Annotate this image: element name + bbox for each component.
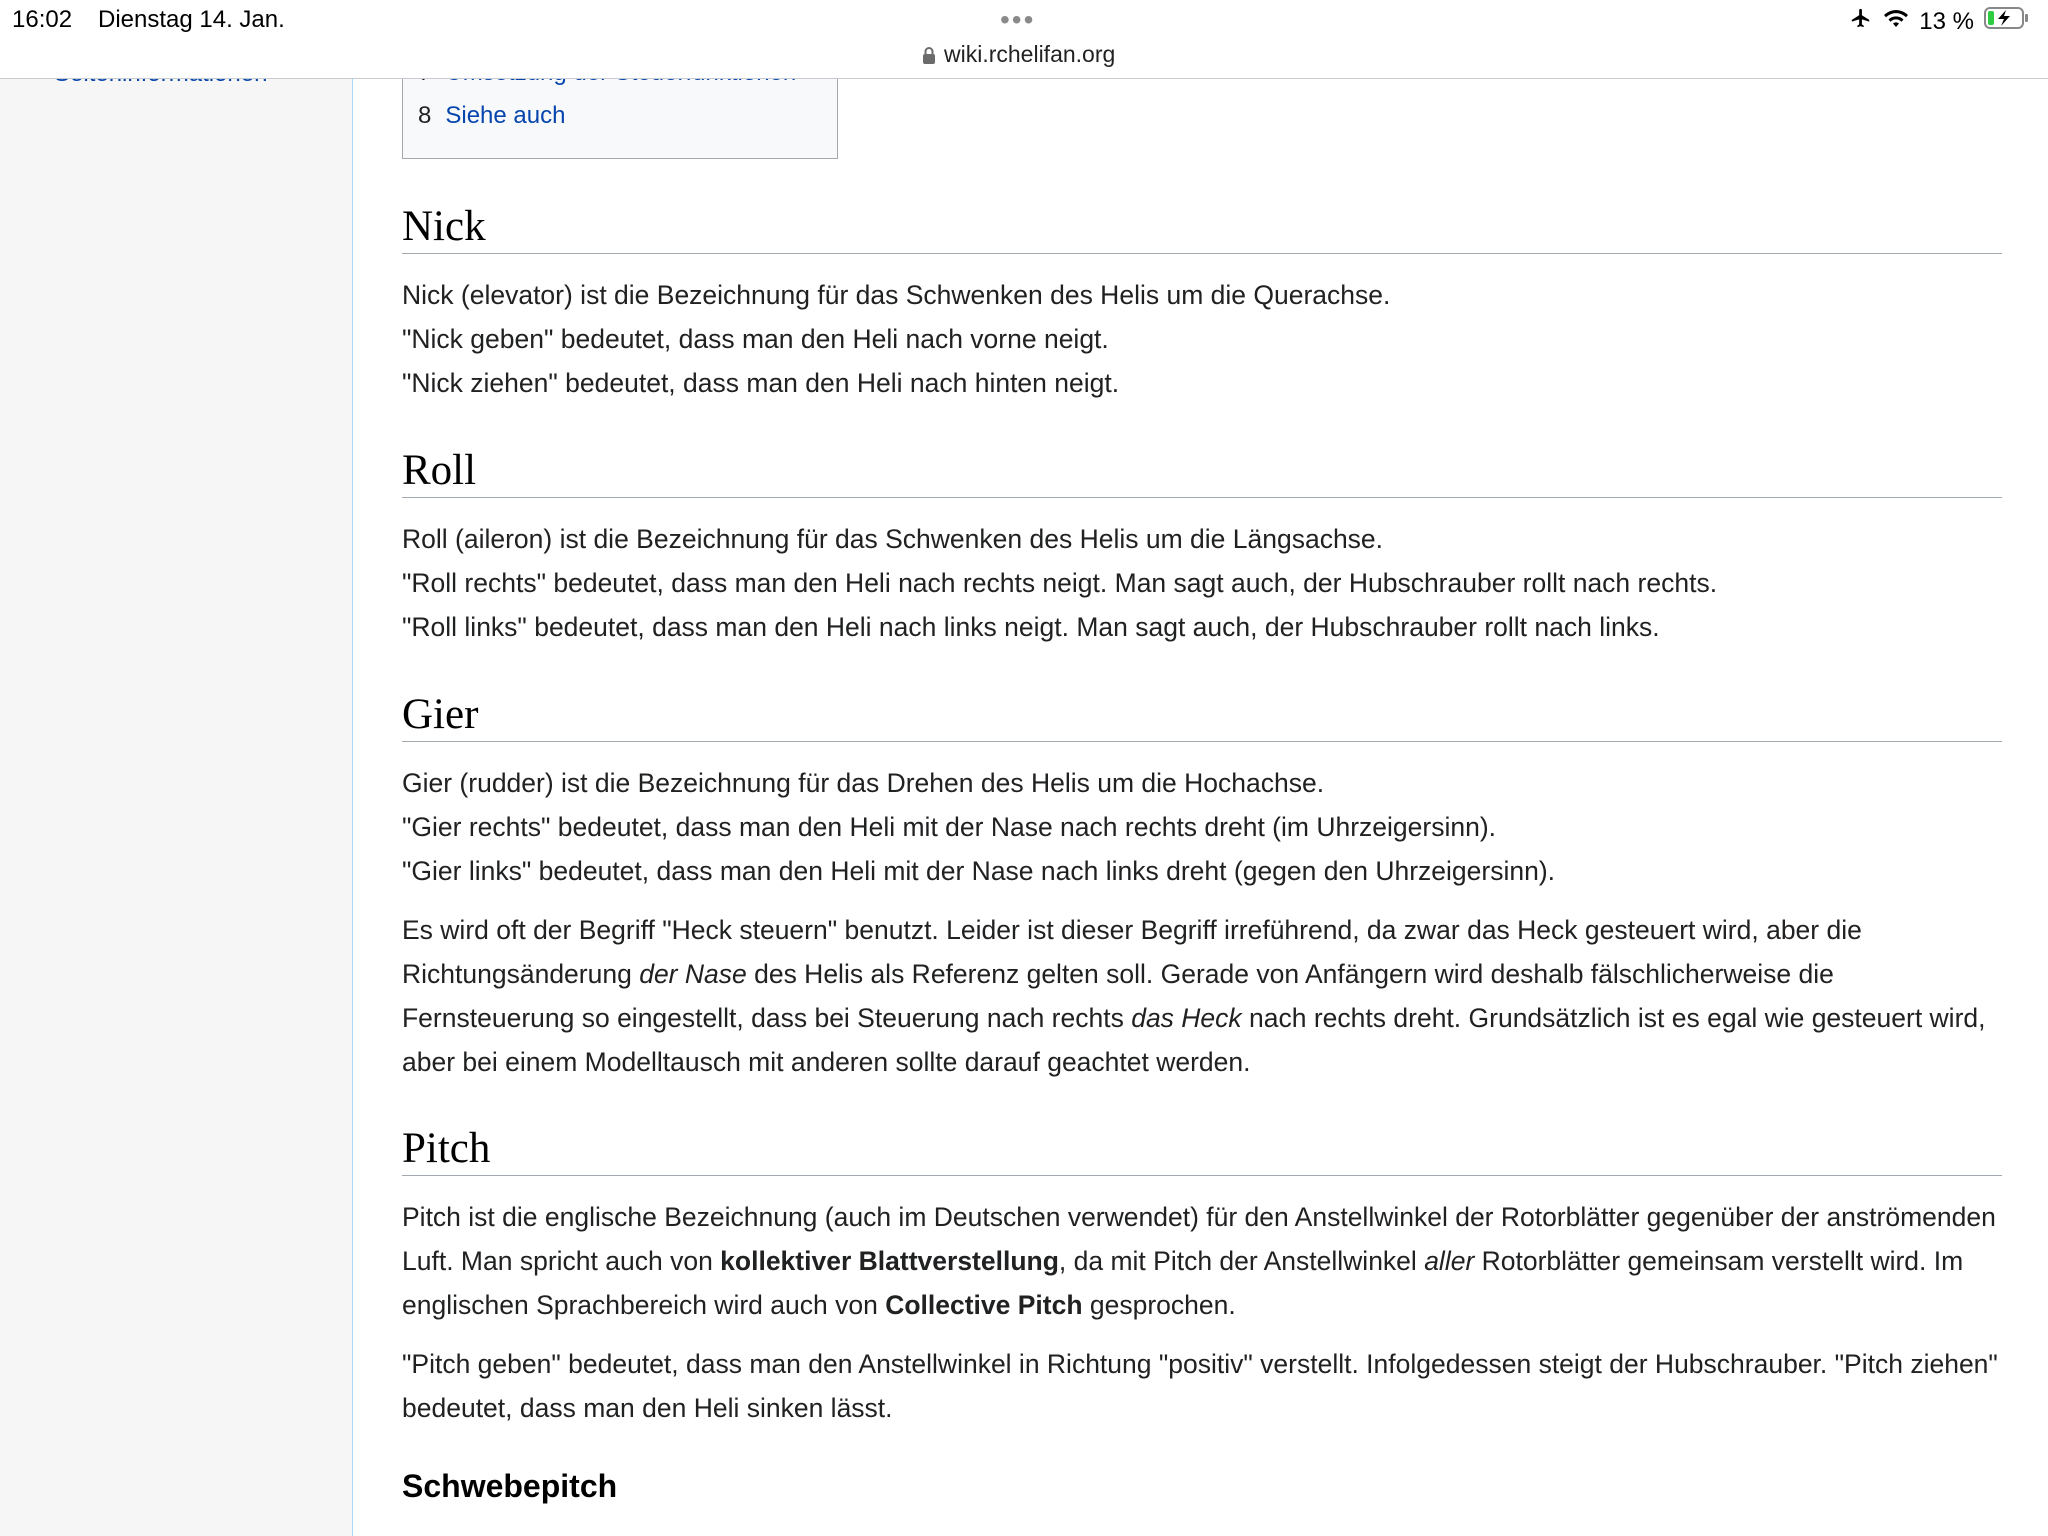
paragraph-pitch-geben bbox=[402, 1342, 2012, 1430]
text-run: des Helis als Referenz gelten soll. Gerade von Anfängern wird deshalb fälschlicherweise die Fernsteuerung so eingestellt, dass bei Steuerung nach rechts bbox=[402, 959, 1834, 1033]
airplane-mode-icon bbox=[1849, 7, 1873, 36]
toc-item-8[interactable] bbox=[418, 102, 565, 130]
text-run: Pitch ist die englische Bezeichnung (auch im Deutschen verwendet) für den Anstellwinkel der Rotorblätter gegenüber der anströmenden Luft. Man spricht auch von bbox=[402, 1202, 1996, 1276]
wifi-icon bbox=[1883, 8, 1909, 36]
browser-status-bar bbox=[0, 0, 2048, 79]
bold-text: kollektiver Blattverstellung bbox=[720, 1246, 1059, 1276]
section-heading-roll: Roll bbox=[402, 446, 2002, 498]
text-run: nach rechts dreht. Grundsätzlich ist es egal wie gesteuert wird, aber bei einem Modelltausch mit anderen sollte darauf geachtet werden. bbox=[402, 1003, 1986, 1077]
emphasis-text: aller bbox=[1424, 1246, 1475, 1276]
status-time: 16:02 bbox=[12, 6, 73, 33]
section-body-nick bbox=[402, 273, 2012, 405]
more-dots-icon[interactable]: ••• bbox=[1000, 4, 1036, 35]
toc-number: 8 bbox=[418, 102, 432, 129]
battery-percentage: 13 % bbox=[1919, 7, 1974, 35]
toc-link-siehe-auch[interactable]: Siehe auch bbox=[445, 102, 566, 129]
paragraph-line: "Gier links" bedeutet, dass man den Heli mit der Nase nach links dreht (gegen den Uhrzeigersinn). bbox=[402, 856, 1556, 886]
paragraph-line: "Nick geben" bedeutet, dass man den Heli nach vorne neigt. bbox=[402, 324, 1109, 354]
paragraph-line: Roll (aileron) ist die Bezeichnung für das Schwenken des Helis um die Längsachse. bbox=[402, 524, 1384, 554]
main-content bbox=[353, 0, 2048, 1536]
text-run: , da mit Pitch der Anstellwinkel bbox=[1058, 1246, 1425, 1276]
section-body-roll bbox=[402, 517, 2012, 649]
status-indicators bbox=[1849, 6, 2030, 37]
address-bar[interactable] bbox=[922, 41, 1115, 68]
paragraph-line: Gier (rudder) ist die Bezeichnung für das Drehen des Helis um die Hochachse. bbox=[402, 768, 1325, 798]
paragraph-heck-steuern bbox=[402, 908, 2012, 1084]
emphasis-text: das Heck bbox=[1131, 1003, 1242, 1033]
section-heading-gier: Gier bbox=[402, 690, 2002, 742]
emphasis-text: der Nase bbox=[639, 959, 747, 989]
paragraph-line: "Roll rechts" bedeutet, dass man den Heli nach rechts neigt. Man sagt auch, der Hubschrauber rollt nach rechts. bbox=[402, 568, 1718, 598]
paragraph-line: "Pitch geben" bedeutet, dass man den Anstellwinkel in Richtung "positiv" verstellt. Infolgedessen steigt der Hubschrauber. "Pitch ziehen" bedeutet, dass man den Heli sinken lässt. bbox=[402, 1349, 1998, 1423]
paragraph-line: "Gier rechts" bedeutet, dass man den Heli mit der Nase nach rechts dreht (im Uhrzeigersinn). bbox=[402, 812, 1497, 842]
section-heading-pitch: Pitch bbox=[402, 1124, 2002, 1176]
url-text: wiki.rchelifan.org bbox=[944, 41, 1116, 67]
text-run: Es wird oft der Begriff "Heck steuern" benutzt. Leider ist dieser Begriff irreführend, da zwar das Heck gesteuert wird, aber die Richtungsänderung bbox=[402, 915, 1862, 989]
subsection-heading-schwebepitch: Schwebepitch bbox=[402, 1468, 618, 1504]
paragraph-line: Nick (elevator) ist die Bezeichnung für das Schwenken des Helis um die Querachse. bbox=[402, 280, 1391, 310]
sidebar bbox=[0, 0, 353, 1536]
text-run: Rotorblätter gemeinsam verstellt wird. Im englischen Sprachbereich wird auch von bbox=[402, 1246, 1964, 1320]
section-heading-nick: Nick bbox=[402, 202, 2002, 254]
text-run: gesprochen. bbox=[1082, 1290, 1236, 1320]
lock-icon bbox=[922, 46, 936, 64]
paragraph-pitch-definition bbox=[402, 1195, 2012, 1327]
section-body-gier bbox=[402, 761, 2012, 893]
paragraph-line: "Roll links" bedeutet, dass man den Heli nach links neigt. Man sagt auch, der Hubschrauber rollt nach links. bbox=[402, 612, 1660, 642]
paragraph-line: "Nick ziehen" bedeutet, dass man den Heli nach hinten neigt. bbox=[402, 368, 1120, 398]
battery-charging-icon bbox=[1984, 6, 2030, 37]
bold-text: Collective Pitch bbox=[885, 1290, 1083, 1320]
status-date: Dienstag 14. Jan. bbox=[98, 6, 285, 33]
